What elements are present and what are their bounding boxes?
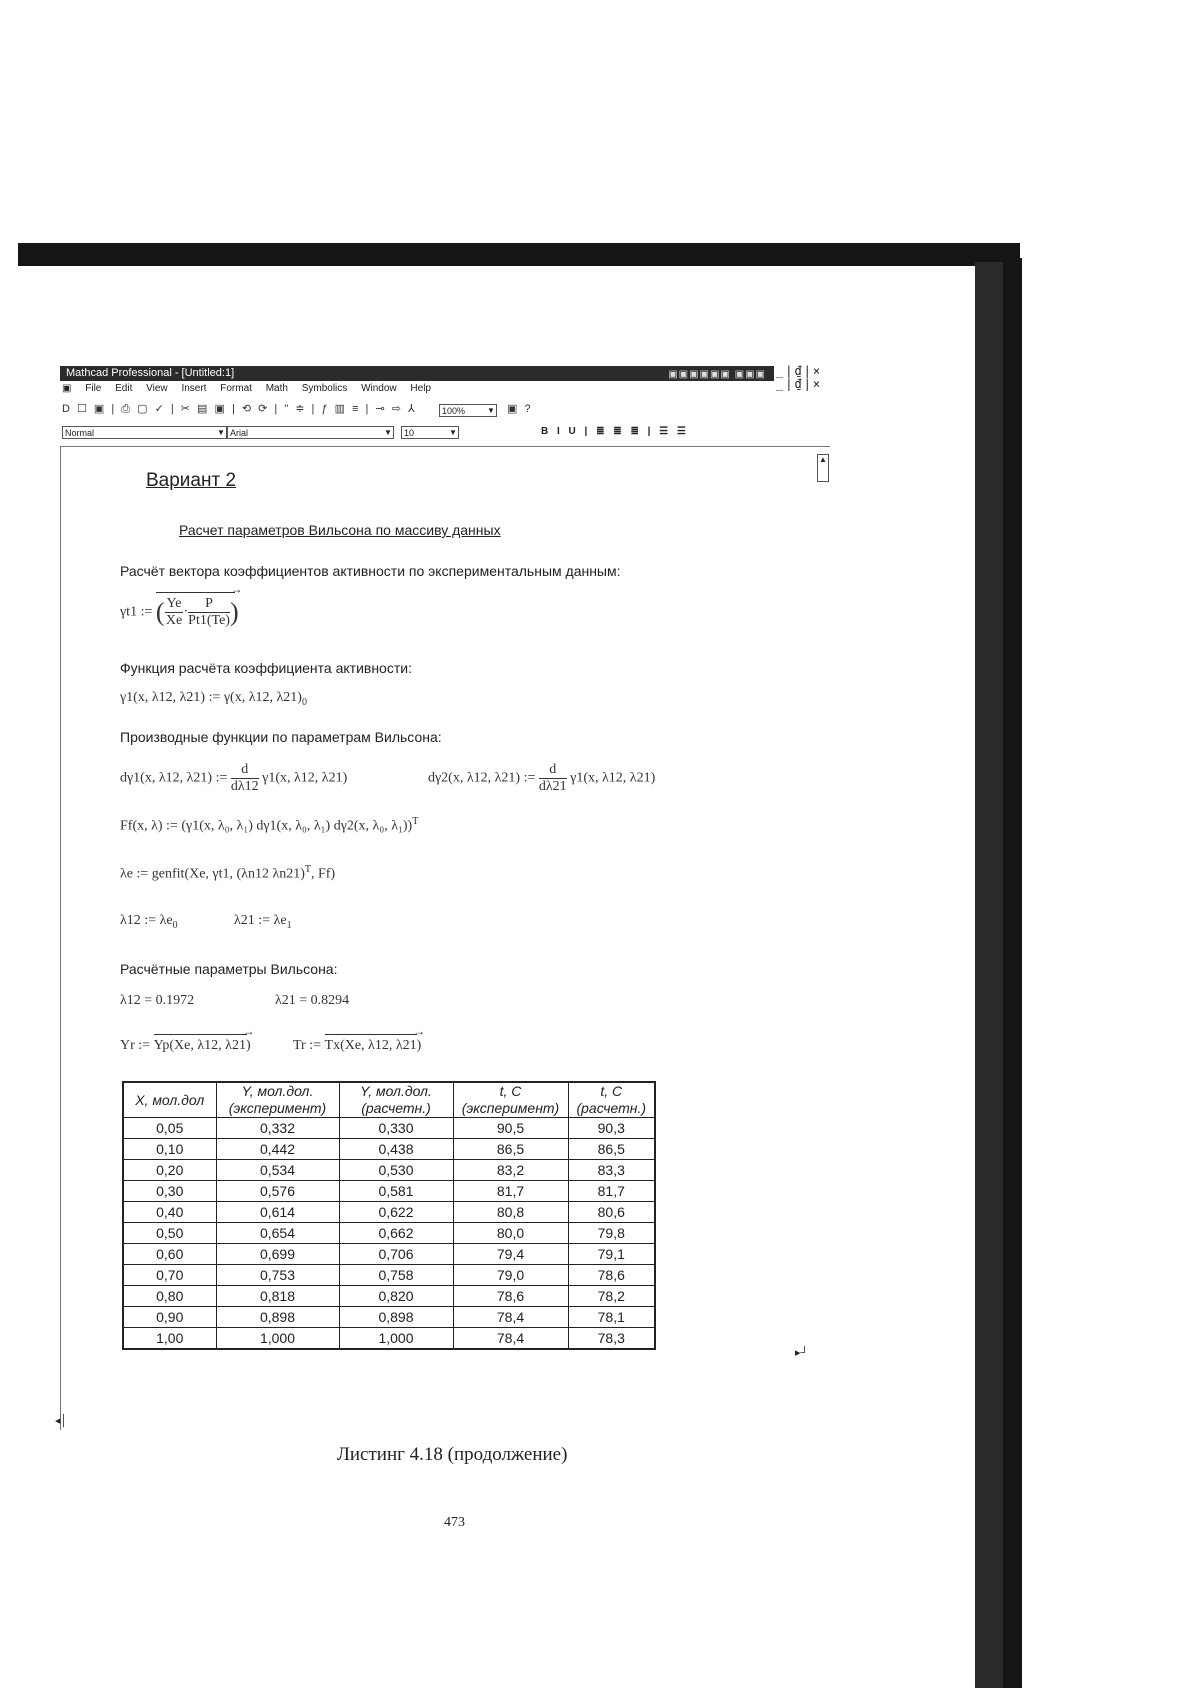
table-cell: 78,2 (568, 1286, 655, 1307)
toolbar-buttons[interactable]: D ☐ ▣ | ⎙ ▢ ✓ | ✂ ▤ ▣ | ⟲ ⟳ | " ≑ | ƒ ▥ ≡ | ⊸ ⇨ ⅄ (62, 403, 417, 415)
table-cell: 0,534 (216, 1160, 339, 1181)
eq4-body: Ff(x, λ) := (γ1(x, λ₀, λ₁) dγ1(x, λ₀, λ₁) dγ2(x, λ₀, λ₁)) (120, 818, 413, 834)
table-cell: 0,706 (339, 1244, 453, 1265)
eq7b-vector: Tx(Xe, λ12, λ21) → (325, 1038, 422, 1054)
col-header-t-calc (568, 1082, 655, 1118)
doc-menu-icon[interactable]: ▣ (62, 383, 72, 394)
table-cell: 0,10 (123, 1139, 216, 1160)
toolbar-tail-buttons[interactable]: ▣ ? (507, 403, 533, 415)
table-cell: 0,576 (216, 1181, 339, 1202)
format-buttons[interactable]: B I U | ≣ ≣ ≣ | ☰ ☰ (541, 426, 689, 437)
font-select[interactable] (227, 426, 394, 439)
table-cell: 78,4 (453, 1307, 568, 1328)
eq5-body: λe := genfit(Xe, γt1, (λn12 λn21) (120, 866, 305, 882)
menu-view[interactable]: View (146, 383, 168, 394)
eq1-numerator-1: Ye (166, 596, 182, 611)
eq1-numerator-2: P (188, 596, 230, 613)
table-cell: 1,000 (216, 1328, 339, 1350)
table-cell: 1,00 (123, 1328, 216, 1350)
table-cell: 79,1 (568, 1244, 655, 1265)
table-cell: 0,438 (339, 1139, 453, 1160)
table-row (123, 1181, 655, 1202)
table-cell: 80,6 (568, 1202, 655, 1223)
eq6a-subscript: 0 (172, 919, 178, 931)
eq2-body: γ1(x, λ12, λ21) := γ(x, λ12, λ21) (120, 690, 302, 705)
menu-edit[interactable]: Edit (115, 383, 133, 394)
table-body (123, 1118, 655, 1350)
eq3b-lhs: dγ2(x, λ12, λ21) := (428, 770, 536, 786)
col-header-line2: (расчетн.) (361, 1100, 431, 1116)
table-cell: 86,5 (568, 1139, 655, 1160)
eq6a-body: λ12 := λe (120, 913, 173, 928)
eq1-denominator-1: Xe (165, 613, 183, 628)
col-header-line1: Y, мол.дол. (360, 1083, 432, 1099)
table-cell: 0,40 (123, 1202, 216, 1223)
text-derivatives: Производные функции по параметрам Вильсона: (120, 729, 442, 745)
table-cell: 0,90 (123, 1307, 216, 1328)
equation-lambda21 (234, 913, 292, 931)
doc-window-buttons[interactable]: _|₫|× (776, 377, 823, 391)
table-cell: 78,6 (568, 1265, 655, 1286)
eq3a-lhs: dγ1(x, λ12, λ21) := (120, 770, 228, 786)
scan-shadow-right (975, 262, 1003, 1688)
eq2-subscript: 0 (301, 696, 307, 708)
chevron-down-icon[interactable]: ▼ (487, 406, 495, 415)
menu-window[interactable]: Window (361, 383, 397, 394)
page-number: 473 (444, 1515, 465, 1530)
equation-tr (293, 1038, 421, 1054)
eq7a-vector: Yp(Xe, λ12, λ21) → (154, 1038, 251, 1054)
scroll-left-button[interactable]: ◂│ (55, 1415, 68, 1427)
zoom-select[interactable] (439, 404, 497, 417)
col-header-x (123, 1082, 216, 1118)
col-header-line2: (расчетн.) (576, 1100, 647, 1116)
table-cell: 0,05 (123, 1118, 216, 1139)
equation-dgamma2 (428, 762, 655, 795)
app-window-buttons[interactable]: _|₫|× (776, 364, 823, 378)
menu-help[interactable]: Help (410, 383, 431, 394)
col-header-line1: t, C (499, 1083, 522, 1099)
col-header-y-calc (339, 1082, 453, 1118)
table-cell: 1,000 (339, 1328, 453, 1350)
table-cell: 0,332 (216, 1118, 339, 1139)
table-cell: 81,7 (453, 1181, 568, 1202)
variant-heading: Вариант 2 (146, 470, 237, 491)
table-cell: 0,699 (216, 1244, 339, 1265)
table-header-row (123, 1082, 655, 1118)
text-activity-function: Функция расчёта коэффициента активности: (120, 660, 412, 676)
equation-gamma1 (120, 690, 307, 708)
table-cell: 78,4 (453, 1328, 568, 1350)
table-cell: 0,30 (123, 1181, 216, 1202)
menu-format[interactable]: Format (220, 383, 252, 394)
table-row (123, 1202, 655, 1223)
table-row (123, 1244, 655, 1265)
eq3b-numerator: d (539, 762, 567, 779)
col-header-y-exp (216, 1082, 339, 1118)
results-table (122, 1081, 656, 1350)
table-cell: 80,0 (453, 1223, 568, 1244)
worksheet-left-edge (60, 446, 61, 1430)
result-lambda21: λ21 = 0.8294 (275, 993, 350, 1008)
menu-math[interactable]: Math (265, 383, 288, 394)
scroll-corner-icon[interactable]: ▸┘ (795, 1347, 809, 1359)
table-cell: 0,820 (339, 1286, 453, 1307)
font-size-select[interactable] (401, 426, 459, 439)
window-title: Mathcad Professional - [Untitled:1] (66, 367, 235, 379)
equation-lambda12 (120, 913, 178, 931)
table-cell: 90,3 (568, 1118, 655, 1139)
equation-ff (120, 816, 418, 835)
table-cell: 0,622 (339, 1202, 453, 1223)
table-cell: 81,7 (568, 1181, 655, 1202)
table-cell: 0,50 (123, 1223, 216, 1244)
table-cell: 0,753 (216, 1265, 339, 1286)
table-cell: 0,330 (339, 1118, 453, 1139)
table-row (123, 1286, 655, 1307)
eq3a-rhs: γ1(x, λ12, λ21) (262, 770, 348, 786)
col-header-line2: (эксперимент) (228, 1100, 327, 1116)
table-cell: 0,442 (216, 1139, 339, 1160)
table-cell: 0,898 (216, 1307, 339, 1328)
col-header-line1: Y, мол.дол. (241, 1083, 314, 1099)
table-row (123, 1160, 655, 1181)
title-bar (60, 366, 774, 381)
table-cell: 0,758 (339, 1265, 453, 1286)
table-cell: 0,20 (123, 1160, 216, 1181)
eq3a-denominator: dλ12 (230, 779, 259, 794)
style-value: Normal (65, 428, 95, 438)
chevron-down-icon[interactable]: ▼ (449, 428, 457, 437)
titlebar-toolbar-icons[interactable]: ▣▣▣▣▣▣ ▣▣▣ (668, 369, 766, 380)
toolbar-tail (507, 402, 533, 415)
eq1-lhs: γt1 := (120, 604, 153, 620)
vectorized-expression: ( $\frac{Ye}{Xe}$ · $\frac{P}{Pt1(Te)}$ ) → (156, 596, 239, 629)
style-select[interactable] (62, 426, 227, 439)
zoom-value: 100% (442, 406, 466, 416)
eq5-superscript: T (304, 864, 312, 875)
table-cell: 79,4 (453, 1244, 568, 1265)
table-cell: 0,530 (339, 1160, 453, 1181)
standard-toolbar (62, 402, 417, 416)
listing-caption: Листинг 4.18 (продолжение) (337, 1444, 568, 1465)
table-cell: 0,818 (216, 1286, 339, 1307)
table-cell: 78,1 (568, 1307, 655, 1328)
table-cell: 0,614 (216, 1202, 339, 1223)
worksheet-top-edge (60, 446, 830, 447)
text-calculated-params: Расчётные параметры Вильсона: (120, 961, 338, 977)
table-cell: 0,581 (339, 1181, 453, 1202)
scroll-up-button[interactable]: ▲ (817, 454, 829, 482)
eq4-superscript: T (412, 816, 419, 827)
col-header-line1: t, C (600, 1083, 623, 1099)
section-subtitle: Расчет параметров Вильсона по массиву данных (179, 522, 501, 538)
table-cell: 79,8 (568, 1223, 655, 1244)
table-cell: 80,8 (453, 1202, 568, 1223)
menu-symbolics[interactable]: Symbolics (301, 383, 348, 394)
chevron-down-icon[interactable]: ▼ (217, 428, 225, 437)
table-row (123, 1328, 655, 1350)
table-cell: 83,3 (568, 1160, 655, 1181)
eq7b-lhs: Tr := (293, 1038, 322, 1053)
menu-bar (62, 383, 442, 394)
eq6b-subscript: 1 (286, 919, 292, 931)
table-cell: 0,60 (123, 1244, 216, 1265)
table-cell: 83,2 (453, 1160, 568, 1181)
col-header-line1: X, мол.дол (135, 1091, 205, 1108)
table-row (123, 1223, 655, 1244)
table-cell: 79,0 (453, 1265, 568, 1286)
table-cell: 0,70 (123, 1265, 216, 1286)
table-row (123, 1139, 655, 1160)
equation-yr (120, 1038, 251, 1054)
equation-genfit (120, 864, 335, 883)
table-row (123, 1265, 655, 1286)
result-lambda12: λ12 = 0.1972 (120, 993, 195, 1008)
equation-dgamma1 (120, 762, 347, 795)
font-size-value: 10 (404, 428, 415, 438)
text-activity-vector: Расчёт вектора коэффициентов активности по экспериментальным данным: (120, 563, 621, 579)
eq7a-lhs: Yr := (120, 1038, 151, 1053)
table-cell: 86,5 (453, 1139, 568, 1160)
table-cell: 78,3 (568, 1328, 655, 1350)
table-cell: 90,5 (453, 1118, 568, 1139)
menu-file[interactable]: File (85, 383, 102, 394)
eq3b-denominator: dλ21 (538, 779, 567, 794)
table-row (123, 1118, 655, 1139)
scan-border-top (18, 243, 1020, 266)
table-cell: 0,898 (339, 1307, 453, 1328)
eq3b-rhs: γ1(x, λ12, λ21) (570, 770, 656, 786)
eq1-denominator-2: Pt1(Te) (188, 613, 230, 628)
table-cell: 0,80 (123, 1286, 216, 1307)
eq5-tail: , Ff) (311, 866, 336, 882)
equation-gamma-t1 (120, 596, 239, 629)
menu-insert[interactable]: Insert (181, 383, 207, 394)
table-cell: 0,662 (339, 1223, 453, 1244)
eq6b-body: λ21 := λe (234, 913, 287, 928)
eq3a-numerator: d (231, 762, 259, 779)
font-value: Arial (230, 428, 249, 438)
chevron-down-icon[interactable]: ▼ (384, 428, 392, 437)
col-header-t-exp (453, 1082, 568, 1118)
table-cell: 0,654 (216, 1223, 339, 1244)
table-cell: 78,6 (453, 1286, 568, 1307)
col-header-line2: (эксперимент) (461, 1100, 560, 1116)
table-row (123, 1307, 655, 1328)
